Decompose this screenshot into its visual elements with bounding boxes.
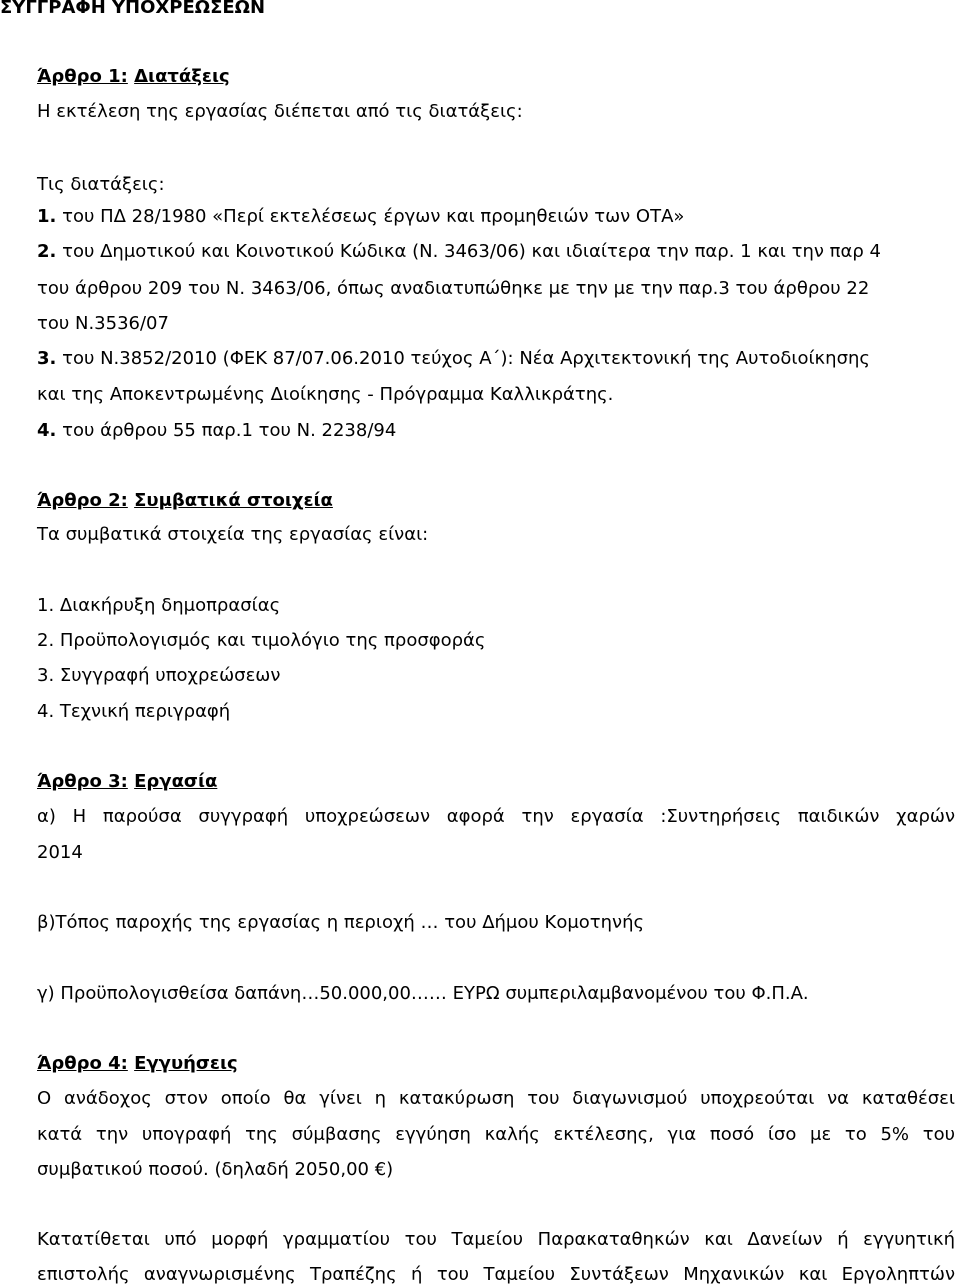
article-1-item-1: 1. του ΠΔ 28/1980 «Περί εκτελέσεως έργων και προμηθειών των ΟΤΑ» — [37, 206, 685, 227]
article-1-item-2-cont-2: του Ν.3536/07 — [37, 313, 169, 334]
article-1-item-2: 2. του Δημοτικού και Κοινοτικού Κώδικα (Ν. 3463/06) και ιδιαίτερα την παρ. 1 και την παρ 4 — [37, 241, 881, 262]
article-1-heading — [37, 66, 230, 88]
article-4-p1-line-1: Ο ανάδοχος στον οποίο θα γίνει η κατακύρωση του διαγωνισμού υποχρεούται να καταθέσει — [37, 1088, 955, 1109]
article-2-title: Συμβατικά στοιχεία — [134, 490, 333, 511]
article-4-p2-line-2: επιστολής αναγνωρισμένης Τραπέζης ή του Ταμείου Συντάξεων Μηχανικών και Εργοληπτών — [37, 1264, 955, 1285]
article-3-b: β)Τόπος παροχής της εργασίας η περιοχή … του Δήμου Κομοτηνής — [37, 912, 645, 933]
article-1-item-3-cont: και της Αποκεντρωμένης Διοίκησης - Πρόγραμμα Καλλικράτης. — [37, 384, 614, 405]
article-4-heading — [37, 1053, 238, 1075]
article-1-title: Διατάξεις — [134, 66, 230, 87]
document-title: ΣΥΓΓΡΑΦΗ ΥΠΟΧΡΕΩΣΕΩΝ — [0, 0, 266, 18]
article-3-prefix: Άρθρο 3: — [37, 771, 128, 792]
article-4-title: Εγγυήσεις — [134, 1053, 238, 1074]
article-2-heading — [37, 490, 333, 512]
article-2-item-2: 2. Προϋπολογισμός και τιμολόγιο της προσφοράς — [37, 630, 486, 651]
article-1-list-intro: Τις διατάξεις: — [37, 174, 165, 195]
article-1-intro: Η εκτέλεση της εργασίας διέπεται από τις διατάξεις: — [37, 101, 523, 122]
article-2-intro: Τα συμβατικά στοιχεία της εργασίας είναι: — [37, 524, 429, 545]
article-3-heading — [37, 771, 217, 793]
article-4-p1-line-2: κατά την υπογραφή της σύμβασης εγγύηση καλής εκτέλεσης, για ποσό ίσο με το 5% του — [37, 1124, 955, 1145]
article-3-title: Εργασία — [134, 771, 218, 792]
article-3-a-line-1: α) Η παρούσα συγγραφή υποχρεώσεων αφορά την εργασία :Συντηρήσεις παιδικών χαρών — [37, 806, 955, 827]
article-3-a-line-2: 2014 — [37, 842, 83, 863]
article-1-item-3: 3. του Ν.3852/2010 (ΦΕΚ 87/07.06.2010 τεύχος Α΄): Νέα Αρχιτεκτονική της Αυτοδιοίκησης — [37, 348, 870, 369]
article-2-prefix: Άρθρο 2: — [37, 490, 128, 511]
article-3-c: γ) Προϋπολογισθείσα δαπάνη…50.000,00…… ΕΥΡΩ συμπεριλαμβανομένου του Φ.Π.Α. — [37, 983, 809, 1004]
article-4-p2-line-1: Κατατίθεται υπό μορφή γραμματίου του Ταμείου Παρακαταθηκών και Δανείων ή εγγυητική — [37, 1229, 955, 1250]
article-4-p1-line-3: συμβατικού ποσού. (δηλαδή 2050,00 €) — [37, 1159, 394, 1180]
article-2-item-1: 1. Διακήρυξη δημοπρασίας — [37, 595, 281, 616]
article-1-item-2-cont-1: του άρθρου 209 του Ν. 3463/06, όπως αναδιατυπώθηκε με την με την παρ.3 του άρθρου 22 — [37, 278, 870, 299]
article-1-item-4: 4. του άρθρου 55 παρ.1 του Ν. 2238/94 — [37, 420, 397, 441]
article-2-item-4: 4. Τεχνική περιγραφή — [37, 701, 231, 722]
article-1-prefix: Άρθρο 1: — [37, 66, 128, 87]
article-2-item-3: 3. Συγγραφή υποχρεώσεων — [37, 665, 281, 686]
article-4-prefix: Άρθρο 4: — [37, 1053, 128, 1074]
